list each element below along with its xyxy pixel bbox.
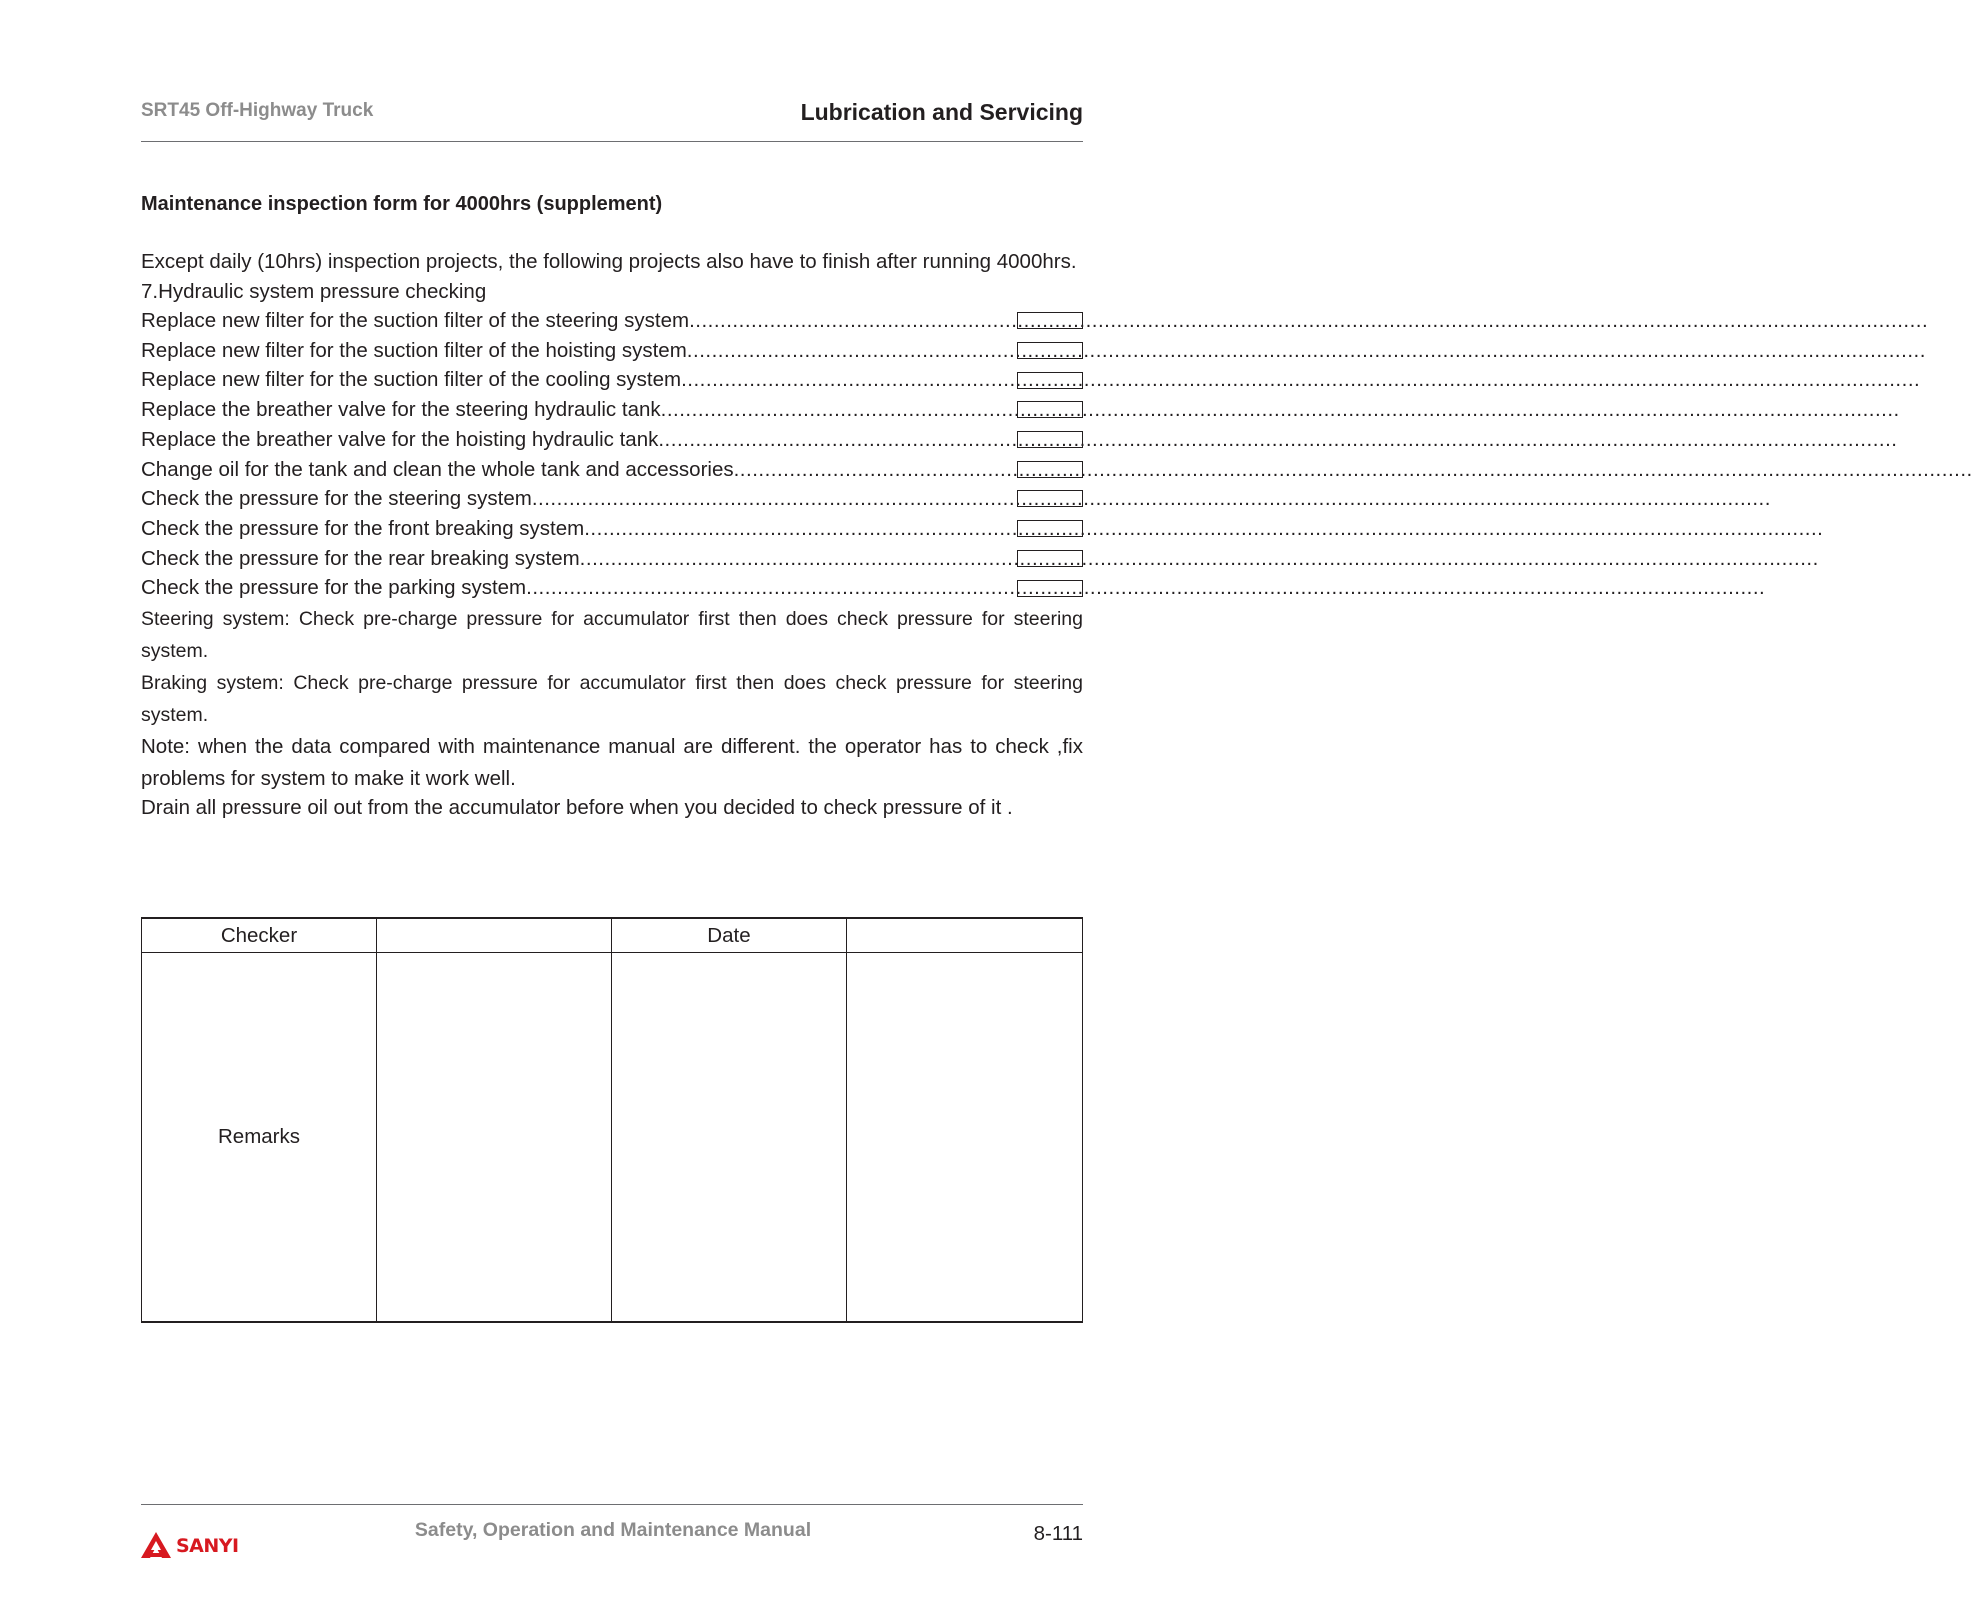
checklist-checkbox[interactable] <box>1017 312 1083 329</box>
inspection-signoff-table <box>141 917 1083 1323</box>
checklist-item-label: Replace the breather valve for the steering hydraulic tank <box>141 398 661 422</box>
checklist-item <box>141 425 1898 455</box>
checklist-item-label: Replace the breather valve for the hoisting hydraulic tank <box>141 427 659 451</box>
header-document-title: SRT45 Off-Highway Truck <box>141 100 374 121</box>
dot-leader: ........................................................................................................................................................................................................ <box>658 427 1898 451</box>
checklist-item <box>141 365 1921 395</box>
sanyi-logo-icon <box>140 1531 172 1561</box>
checklist-checkbox[interactable] <box>1017 580 1083 597</box>
checklist-item-label: Check the pressure for the parking system <box>141 576 527 600</box>
checklist-item-label: Replace new filter for the suction filter of the cooling system <box>141 368 682 392</box>
checklist-checkbox[interactable] <box>1017 342 1083 359</box>
checklist-item-label: Check the pressure for the steering system <box>141 487 532 511</box>
dot-leader: ........................................................................................................................................................................................................ <box>689 309 1929 333</box>
checklist-item <box>141 454 1973 484</box>
checklist-checkbox[interactable] <box>1017 372 1083 389</box>
form-body <box>141 247 1973 821</box>
checklist-checkbox[interactable] <box>1017 550 1083 567</box>
checklist-item <box>141 395 1900 425</box>
checklist-checkbox[interactable] <box>1017 490 1083 507</box>
dot-leader: ........................................................................................................................................................................................................ <box>686 338 1926 362</box>
checklist-checkbox[interactable] <box>1017 461 1083 478</box>
page-number: 8-111 <box>1033 1522 1083 1545</box>
date-entry-cell[interactable] <box>846 918 1082 953</box>
checklist-checkbox[interactable] <box>1017 431 1083 448</box>
checklist-item-label: Change oil for the tank and clean the whole tank and accessories <box>141 457 734 481</box>
signoff-row <box>142 918 1083 953</box>
checklist-checkbox[interactable] <box>1017 520 1083 537</box>
date-label: Date <box>611 918 846 953</box>
logo-wordmark: SANYI <box>176 1535 239 1557</box>
checker-entry-cell[interactable] <box>376 918 611 953</box>
intro-paragraph: Except daily (10hrs) inspection projects, the following projects also have to finish after running 4000hrs. <box>141 250 1077 273</box>
checklist-item <box>141 544 1819 574</box>
header-chapter-title: Lubrication and Servicing <box>800 99 1083 125</box>
checklist-item <box>141 336 1926 366</box>
remarks-label: Remarks <box>142 953 377 1323</box>
operator-note: Note: when the data compared with maintenance manual are different. the operator has to check ,fix problems for system to make it work well. <box>141 734 1083 790</box>
checklist-item-label: Replace new filter for the suction filter of the hoisting system <box>141 338 687 362</box>
dot-leader: ........................................................................................................................................................................................................ <box>531 487 1771 511</box>
checklist-item <box>141 306 1929 336</box>
dot-leader: ........................................................................................................................................................................................................ <box>579 546 1819 570</box>
dot-leader: ........................................................................................................................................................................................................ <box>681 368 1921 392</box>
remarks-row <box>142 953 1083 1323</box>
form-title: Maintenance inspection form for 4000hrs (supplement) <box>141 193 663 215</box>
checklist-item-label: Replace new filter for the suction filter of the steering system <box>141 309 690 333</box>
checklist <box>141 306 1973 603</box>
dot-leader: ........................................................................................................................................................................................................ <box>660 398 1900 422</box>
footer-manual-title: Safety, Operation and Maintenance Manual <box>414 1519 812 1541</box>
section-heading: 7.Hydraulic system pressure checking <box>141 279 487 303</box>
braking-note: Braking system: Check pre-charge pressure for accumulator first then does check pressure for steering system. <box>141 671 1083 726</box>
checklist-item-label: Check the pressure for the front breaking system <box>141 516 585 540</box>
remarks-entry-cell-3[interactable] <box>846 953 1082 1323</box>
dot-leader: ........................................................................................................................................................................................................ <box>733 457 1973 481</box>
checklist-item <box>141 514 1824 544</box>
dot-leader: ........................................................................................................................................................................................................ <box>584 516 1824 540</box>
drain-note: Drain all pressure oil out from the accumulator before when you decided to check pressure of it . <box>141 795 1013 819</box>
checklist-item <box>141 573 1766 603</box>
remarks-entry-cell-1[interactable] <box>376 953 611 1323</box>
steering-note: Steering system: Check pre-charge pressure for accumulator first then does check pressure for steering system. <box>141 607 1083 662</box>
checklist-checkbox[interactable] <box>1017 401 1083 418</box>
checker-label: Checker <box>142 918 377 953</box>
footer-divider <box>141 1504 1083 1505</box>
checklist-item-label: Check the pressure for the rear breaking system <box>141 546 580 570</box>
dot-leader: ........................................................................................................................................................................................................ <box>526 576 1766 600</box>
remarks-entry-cell-2[interactable] <box>611 953 846 1323</box>
header-divider <box>141 141 1083 142</box>
checklist-item <box>141 484 1771 514</box>
sanyi-logo <box>140 1530 239 1562</box>
